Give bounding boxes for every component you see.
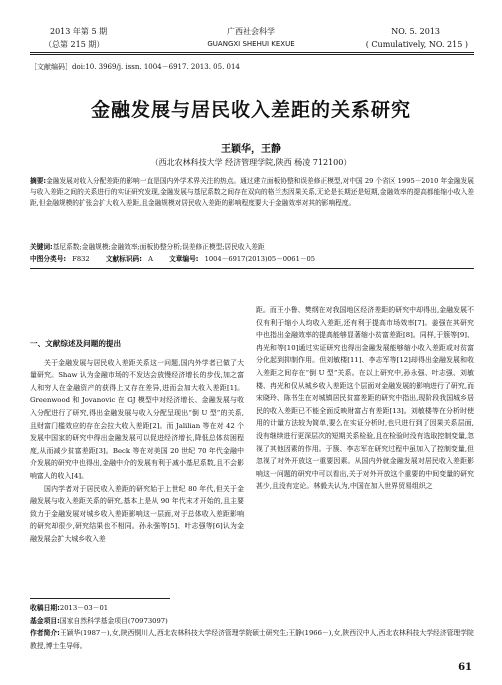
page-number: 61 [458,662,472,673]
author-bio-label: 作者简介: [30,629,60,637]
received-date: 2013－03－01 [59,604,109,612]
keywords [30,242,474,253]
right-column [256,304,474,493]
footnote-rule [30,598,170,599]
abstract-label: 摘要: [30,177,47,185]
fund-text: 国家自然科学基金项目(70973097) [59,616,168,625]
affiliation: （西北农林科技大学 经济管理学院,陕西 杨凌 712100） [150,158,352,167]
paragraph: 关于金融发展与居民收入差距关系这一问题,国内外学者已做了大量研究。Shaw 认为金融市场的不发达会放慢经济增长的步伐,加之富人和穷人在金融资产的获得上又存在差异,进而会加大收入差距[1]。Greenwood 和 Jovanovic 在 GJ 模型中对经济增长、金融发展与收入分配进行了研究,得出金融发展与收入分配呈现出“倒 U 型”的关系,且财富门槛效应的存在会拉大收入差距[2]。而 Jalilian 等在对 42 个发展中国家的研究中得出金融发展可以促进经济增长,降低总体贫困程度,从而减少贫富差距[3]。Beck 等在对美国 20 世纪 70 年代金融中介发展的研究中也得出,金融中介的发展有利于减小基尼系数,且不会影响富人的收入[4]。 [30,358,244,480]
left-column [30,338,244,546]
header-issue-total: （总第 215 期） [44,40,105,49]
clc-value: F832 [72,255,90,263]
authors: 王颖华，王静 [221,144,281,155]
doc-code-value: A [148,255,153,263]
doi-line: ［文献编码］doi:10. 3969/j. issn. 1004－6917. 2013. 05. 014 [30,63,240,71]
abstract-text: 金融发展对收入分配差距的影响一直是国内外学术界关注的热点。通过建立面板协整和误差修正模型,对中国 29 个省区 1995－2010 年金融发展与收入差距之间的关系进行的实证研究发现,金融发展与基尼系数之间存在双向的格兰杰因果关系,无论是长期还是短期,金融效率的提高都能缩小收入差距,但金融规模的扩张会扩大收入差距,且金融规模对居民收入差距的影响程度要大于金融效率对其的影响程度。 [30,177,474,207]
author-bio-text: 王颖华(1987－),女,陕西铜川人,西北农林科技大学经济管理学院硕士研究生;王静(1966－),女,陕西汉中人,西北农林科技大学经济管理学院教授,博士生导师。 [30,629,474,650]
header-number-total: ( Cumulatively, NO. 215 ) [365,40,468,49]
header-issue: 2013 年第 5 期 [50,27,108,36]
article-id-label: 文章编号: [169,255,199,263]
keywords-text: 基尼系数;金融规模;金融效率;面板协整分析;误差修正模型;居民收入差距 [52,243,265,251]
header-rule-thin [30,54,474,55]
header-number: NO. 5. 2013 [391,27,440,36]
paragraph: 国内学者对于居民收入差距的研究始于上世纪 80 年代,但关于金融发展与收入差距关系的研究,基本上是从 90 年代末才开始的,且主要致力于金融发展对城乡收入差距影响这一层面,对于总体收入差距影响的研究却很少,研究结果也不相同。孙永强等[5]、叶志强等[6]认为金融发展会扩大城乡收入差 [30,484,244,543]
section-heading: 一、文献综述及问题的提出 [30,339,122,348]
doc-code-label: 文献标识码: [105,255,142,263]
abstract-rule [30,268,474,269]
article-id-value: 1004－6917(2013)05－0061－05 [204,255,316,263]
journal-name-en: GUANGXI SHEHUI KEXUE [207,40,295,48]
fund-label: 基金项目: [30,616,60,625]
abstract [30,176,474,209]
footnotes [30,602,474,652]
received-label: 收稿日期: [30,604,60,612]
classification-line [30,254,474,265]
keywords-label: 关键词: [30,243,53,251]
journal-name: 广西社会科学 [227,27,275,36]
clc-label: 中图分类号: [30,255,67,263]
paragraph: 距。而王小鲁、樊纲在对我国地区经济差距的研究中却得出,金融发展不仅有利于缩小人均收入差距,还有利于提高市场效率[7]。姜强在其研究中也指出金融效率的提高能够显著缩小贫富差距[8]。同样,于簇等[9]、冉光和等[10]通过实证研究也得出金融发展能够缩小收入差距或对贫富分化起到抑制作用。但刘敏楼[11]、李志军等[12]却得出金融发展和收入差距之间存在“倒 U 型”关系。在以上研究中,孙永强、叶志强、刘敏楼、冉光和仅从城乡收入差距这个层面对金融发展的影响进行了研究,而宋晓玲、陈书生在对城镇居民贫富差距的研究中指出,现阶段我国城乡居民的收入差距已不能全面反映财富占有差距[13]。刘敏楼等在分析时使用的计量方法较为简单,要么在实证分析时,也只进行到了因果关系层面,没有继续进行更深层次的短期关系检验,且在检验时没有选取控制变量,忽视了其他因素的作用。于簇、李志军在研究过程中虽加入了控制变量,但忽视了对外开放这一重要因素。从国内外就金融发展对居民收入差距影响这一问题的研究中可以看出,关于对外开放这个重要的中间变量的研究甚少,且没有定论。林毅夫认为,中国在加入世界贸易组织之 [256,306,474,491]
article-title: 金融发展与居民收入差距的关系研究 [90,99,411,121]
header-rule [30,52,474,53]
